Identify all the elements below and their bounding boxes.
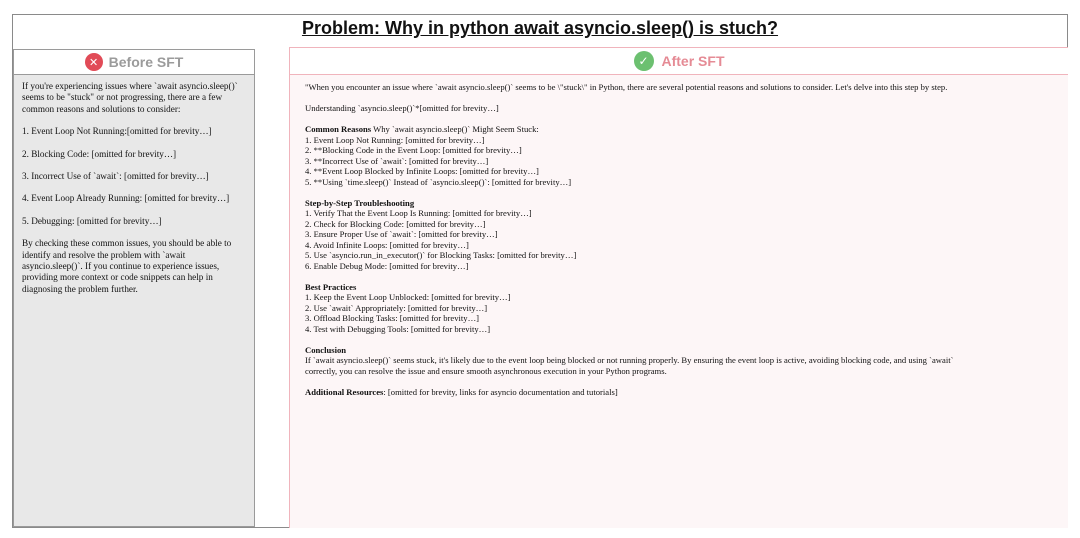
- before-paragraph: If you're experiencing issues where `await asyncio.sleep()` seems to be "stuck" or not progressing, there are a few common reasons and solutions to consider:: [22, 81, 238, 114]
- conclusion-line: correctly, you can resolve the issue and ensure smooth asynchronous execution in your Python programs.: [305, 365, 667, 376]
- after-sft-response: [290, 75, 1068, 397]
- check-circle-icon: ✓: [634, 51, 654, 71]
- after-sft-panel: [289, 47, 1068, 528]
- troubleshooting-section: [305, 198, 1058, 272]
- list-item: 2. **Blocking Code in the Event Loop: [omitted for brevity…]: [305, 145, 522, 155]
- conclusion-heading: Conclusion: [305, 344, 347, 355]
- list-item: 4. Avoid Infinite Loops: [omitted for brevity…]: [305, 239, 469, 250]
- list-item: 1. Keep the Event Loop Unblocked: [omitted for brevity…]: [305, 292, 511, 302]
- list-item: 4. Test with Debugging Tools: [omitted for brevity…]: [305, 323, 491, 334]
- before-paragraph: 2. Blocking Code: [omitted for brevity…]: [22, 148, 177, 159]
- common-reasons-heading: Common Reasons: [305, 124, 372, 134]
- list-item: 1. Verify That the Event Loop Is Running: [omitted for brevity…]: [305, 208, 532, 218]
- before-sft-panel: [13, 49, 255, 527]
- list-item: 3. Offload Blocking Tasks: [omitted for brevity…]: [305, 313, 480, 323]
- resources-text: : [omitted for brevity, links for asyncio documentation and tutorials]: [383, 386, 618, 397]
- conclusion-line: If `await asyncio.sleep()` seems stuck, it's likely due to the event loop being blocked or not running properly. By ensuring the event loop is active, avoiding blocking code, and using `await`: [305, 355, 954, 365]
- before-paragraph: By checking these common issues, you should be able to identify and resolve the problem with `await asyncio.sleep()`. If you continue to experience issues, providing more context or code snippets can help in diagnosing the problem further.: [22, 238, 232, 294]
- list-item: 2. Use `await` Appropriately: [omitted for brevity…]: [305, 302, 488, 313]
- resources-heading: Additional Resources: [305, 386, 384, 397]
- before-sft-response: [14, 75, 254, 295]
- before-paragraph: 1. Event Loop Not Running:[omitted for brevity…]: [22, 126, 212, 137]
- resources-section: [305, 387, 1058, 398]
- x-circle-icon: ✕: [85, 53, 103, 71]
- before-sft-label: Before SFT: [108, 54, 184, 70]
- list-item: 6. Enable Debug Mode: [omitted for brevity…]: [305, 260, 469, 271]
- after-sft-label: After SFT: [661, 53, 725, 69]
- best-practices-section: [305, 282, 1058, 335]
- page-title: Problem: Why in python await asyncio.sleep() is stuch?: [301, 18, 779, 38]
- troubleshooting-heading: Step-by-Step Troubleshooting: [305, 197, 415, 208]
- conclusion-section: [305, 345, 1058, 377]
- common-reasons-heading-rest: Why `await asyncio.sleep()` Might Seem Stuck:: [371, 124, 539, 134]
- before-paragraph: 3. Incorrect Use of `await`: [omitted for brevity…]: [22, 171, 209, 182]
- list-item: 1. Event Loop Not Running: [omitted for brevity…]: [305, 134, 485, 145]
- before-paragraph: 4. Event Loop Already Running: [omitted for brevity…]: [22, 193, 230, 204]
- list-item: 2. Check for Blocking Code: [omitted for brevity…]: [305, 218, 486, 229]
- after-intro: "When you encounter an issue where `await asyncio.sleep()` seems to be \"stuck\" in Python, there are several potential reasons and solutions to consider. Let's delve into this step by step.: [305, 82, 948, 92]
- list-item: 4. **Event Loop Blocked by Infinite Loops: [omitted for brevity…]: [305, 166, 539, 176]
- after-understanding: Understanding `asyncio.sleep()`*[omitted for brevity…]: [305, 103, 499, 113]
- before-paragraph: 5. Debugging: [omitted for brevity…]: [22, 215, 162, 226]
- list-item: 3. **Incorrect Use of `await`: [omitted for brevity…]: [305, 155, 489, 166]
- best-practices-heading: Best Practices: [305, 281, 357, 292]
- list-item: 5. Use `asyncio.run_in_executor()` for Blocking Tasks: [omitted for brevity…]: [305, 250, 577, 260]
- after-sft-header: [290, 48, 1068, 75]
- common-reasons-section: [305, 124, 1058, 187]
- list-item: 5. **Using `time.sleep()` Instead of `asyncio.sleep()`: [omitted for brevity…]: [305, 176, 572, 187]
- before-sft-header: [14, 50, 254, 75]
- list-item: 3. Ensure Proper Use of `await`: [omitted for brevity…]: [305, 229, 498, 239]
